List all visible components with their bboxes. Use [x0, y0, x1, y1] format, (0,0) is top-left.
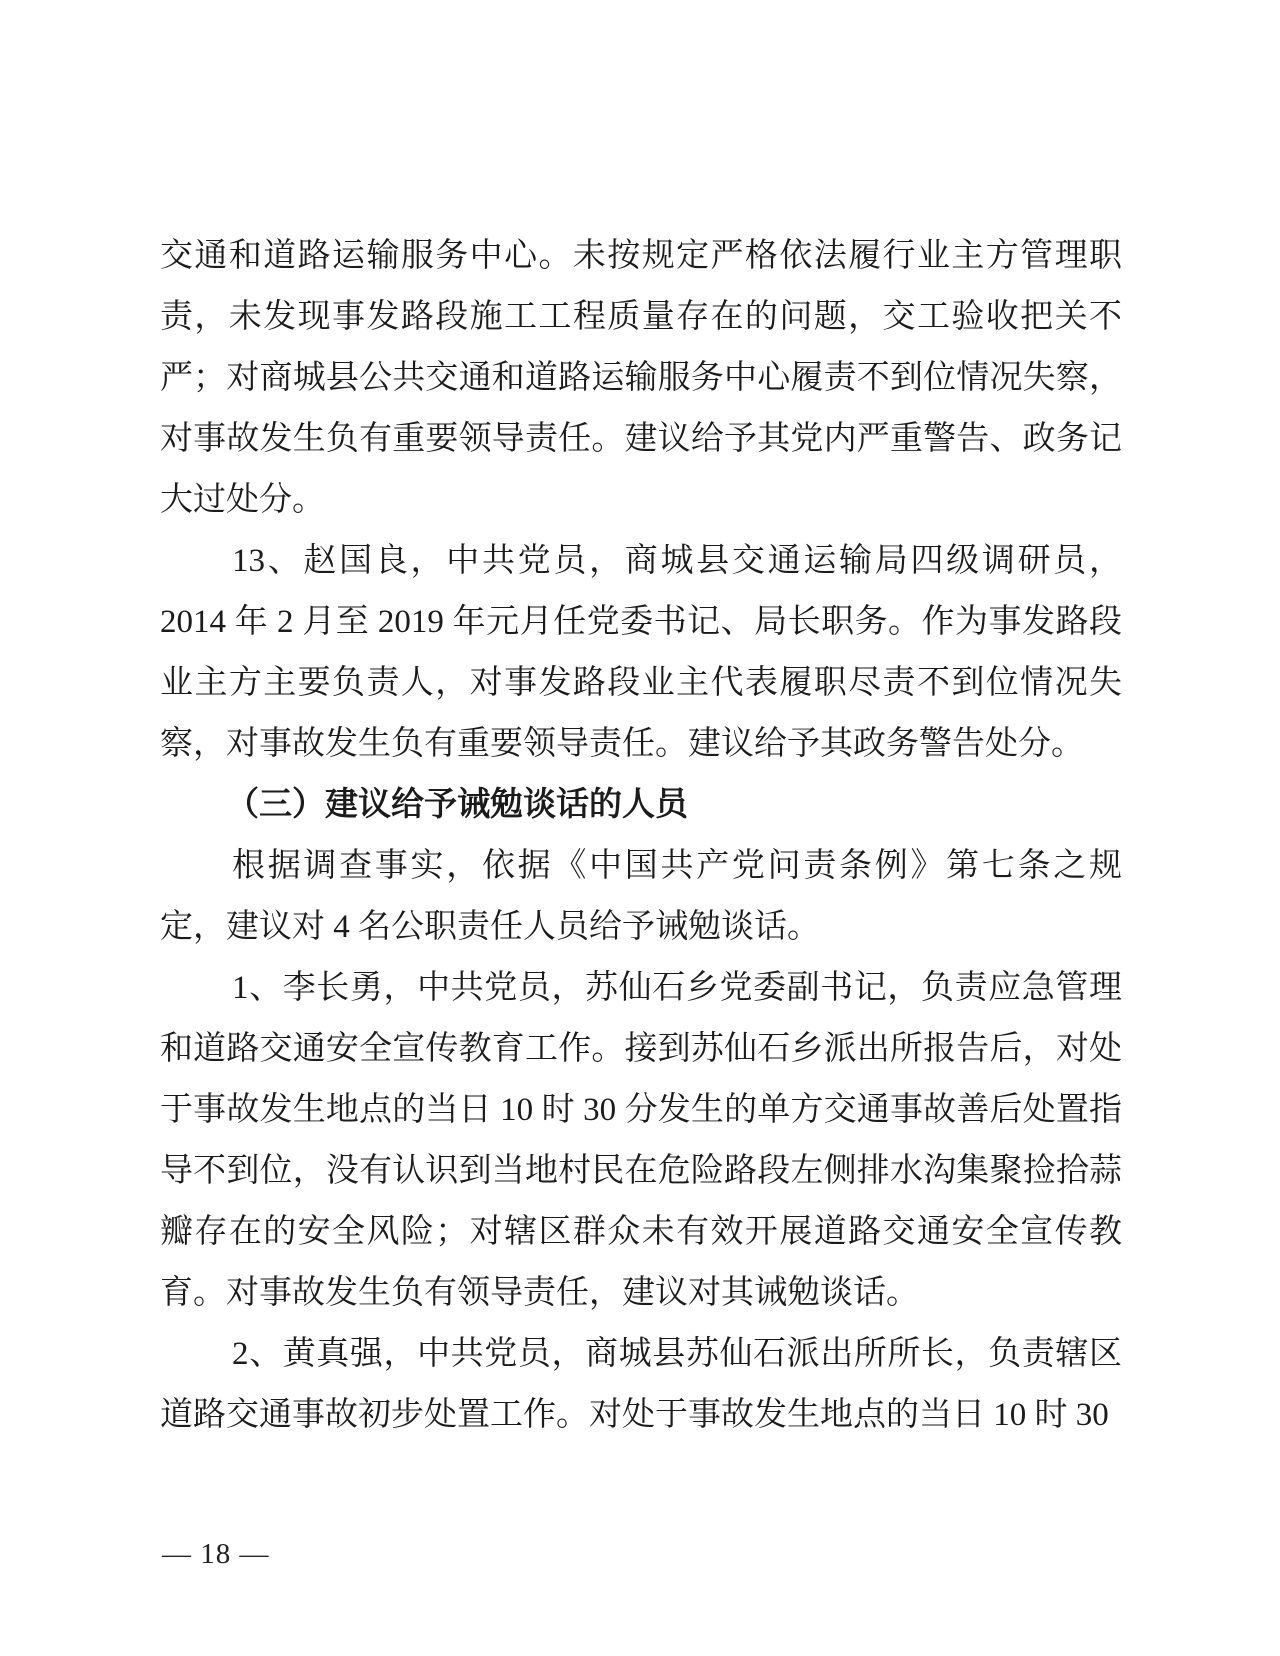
paragraph-item-2-huang-zhenqiang: 2、黄真强，中共党员，商城县苏仙石派出所所长，负责辖区道路交通事故初步处置工作。对处于事故发生地点的当日 10 时 30	[160, 1336, 1122, 1433]
section-heading-admonishment: （三）建议给予诫勉谈话的人员	[226, 787, 688, 823]
document-body	[160, 226, 1122, 1446]
paragraph-continuation: 交通和道路运输服务中心。未按规定严格依法履行业主方管理职责，未发现事发路段施工工程质量存在的问题，交工验收把关不严；对商城县公共交通和道路运输服务中心履责不到位情况失察，对事故发生负有重要领导责任。建议给予其党内严重警告、政务记大过处分。	[160, 238, 1122, 518]
page-footer	[162, 1534, 270, 1574]
paragraph-section-intro: 根据调查事实，依据《中国共产党问责条例》第七条之规定，建议对 4 名公职责任人员给予诫勉谈话。	[160, 848, 1122, 945]
paragraph-item-1-li-changyong: 1、李长勇，中共党员，苏仙石乡党委副书记，负责应急管理和道路交通安全宣传教育工作。接到苏仙石乡派出所报告后，对处于事故发生地点的当日 10 时 30 分发生的单方交通事故善后处置指导不到位，没有认识到当地村民在危险路段左侧排水沟集聚捡拾蒜瓣存在的安全风险；对辖区群众未有效开展道路交通安全宣传教育。对事故发生负有领导责任，建议对其诫勉谈话。	[160, 970, 1122, 1311]
paragraph-item-13-zhao-guoliang: 13、赵国良，中共党员，商城县交通运输局四级调研员，2014 年 2 月至 2019 年元月任党委书记、局长职务。作为事发路段业主方主要负责人，对事发路段业主代表履职尽责不到位情况失察，对事故发生负有重要领导责任。建议给予其政务警告处分。	[160, 543, 1122, 762]
page-number: — 18 —	[162, 1538, 270, 1570]
